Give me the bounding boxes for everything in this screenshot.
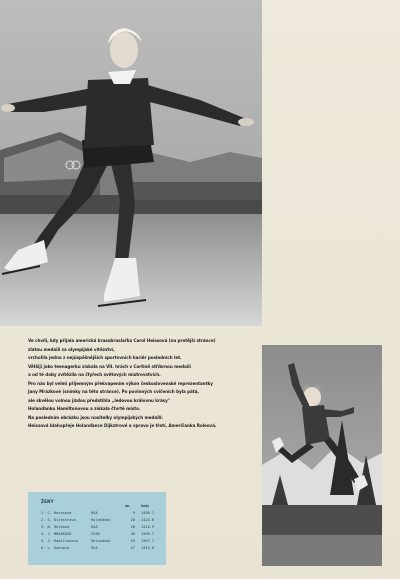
column-header-place: um. xyxy=(125,504,132,508)
result-place: 9 xyxy=(132,511,135,515)
table-row xyxy=(41,510,159,516)
article-line: Ve chvíli, kdy přijala americká krasobruslařka Carol Heissová (na protější stránce) xyxy=(28,339,216,344)
article-line: ale skvělou volnou jízdou předstihla „ledovou královnu krásy" xyxy=(28,398,170,404)
result-country: Holandsko xyxy=(91,518,111,522)
result-place: 57 xyxy=(130,546,135,550)
table-row xyxy=(41,517,159,523)
table-row xyxy=(41,531,159,537)
result-points: 1338.7 xyxy=(141,532,154,536)
result-points: 1414.9 xyxy=(141,525,154,529)
table-row xyxy=(41,524,159,530)
result-country: ČSSR xyxy=(91,532,100,536)
result-country: USA xyxy=(91,511,98,515)
skater-illustration xyxy=(0,0,262,326)
result-country: USA xyxy=(91,546,98,550)
result-name: 6. L. Owenová xyxy=(41,546,70,550)
table-row xyxy=(41,545,159,551)
article-text xyxy=(28,338,256,432)
article-line: Heissová blahopřeje Holanďance Dijkstrové a vpravo je třetí, Američanka Roleová. xyxy=(28,424,217,430)
article-line: Pro nás byl velmi příjemným překvapením výkon československé reprezentantky xyxy=(28,381,213,387)
result-points: 1343.0 xyxy=(141,546,154,550)
skater-photo-main xyxy=(0,0,262,326)
result-place: 36 xyxy=(130,532,135,536)
article-line: Na posledním obrázku jsou nositelky olympijských medailí: xyxy=(28,415,163,421)
column-header-points: body xyxy=(141,504,150,508)
jumping-skater-illustration xyxy=(262,345,382,566)
result-name: 5. J. Hamiltonová xyxy=(41,539,78,543)
result-place: 20 xyxy=(130,518,135,522)
results-table xyxy=(28,492,166,565)
result-country: USA xyxy=(91,525,98,529)
result-points: 1490.1 xyxy=(141,511,154,515)
skater-photo-small xyxy=(262,345,382,566)
article-line: Většiji jako teenagerku získala na VII. hrách v Cortině stříbrnou medaili xyxy=(28,364,191,370)
result-name: 3. B. Roleová xyxy=(41,525,70,529)
result-country: Holandsko xyxy=(91,539,111,543)
result-points: 1424.8 xyxy=(141,518,154,522)
result-place: 26 xyxy=(130,525,135,529)
article-line: vrcholila jedna z nejúspěšnějších sportovních kariér posledních let. xyxy=(28,356,182,362)
result-place: 53 xyxy=(130,539,135,543)
article-line: a od té doby zvítězila na čtyřech světových mistrovstvích. xyxy=(28,373,161,379)
article-line: Holanďanku Hamiltonovou a získala čtvrté místo. xyxy=(28,407,141,413)
article-line: Jany Mrázkové (snímky na této stránce). Po povinných cvičeních byla pátá, xyxy=(28,390,199,396)
result-name: 2. S. Dijkstrová xyxy=(41,518,76,522)
result-name: 1. C. Heissová xyxy=(41,511,72,515)
article-line: zlatou medaili za olympijské vítězství, xyxy=(28,347,115,353)
results-heading: ŽENY xyxy=(41,499,54,504)
table-row xyxy=(41,538,159,544)
result-name: 4. J. MRÁZKOVÁ xyxy=(41,532,72,536)
result-points: 1307.7 xyxy=(141,539,154,543)
